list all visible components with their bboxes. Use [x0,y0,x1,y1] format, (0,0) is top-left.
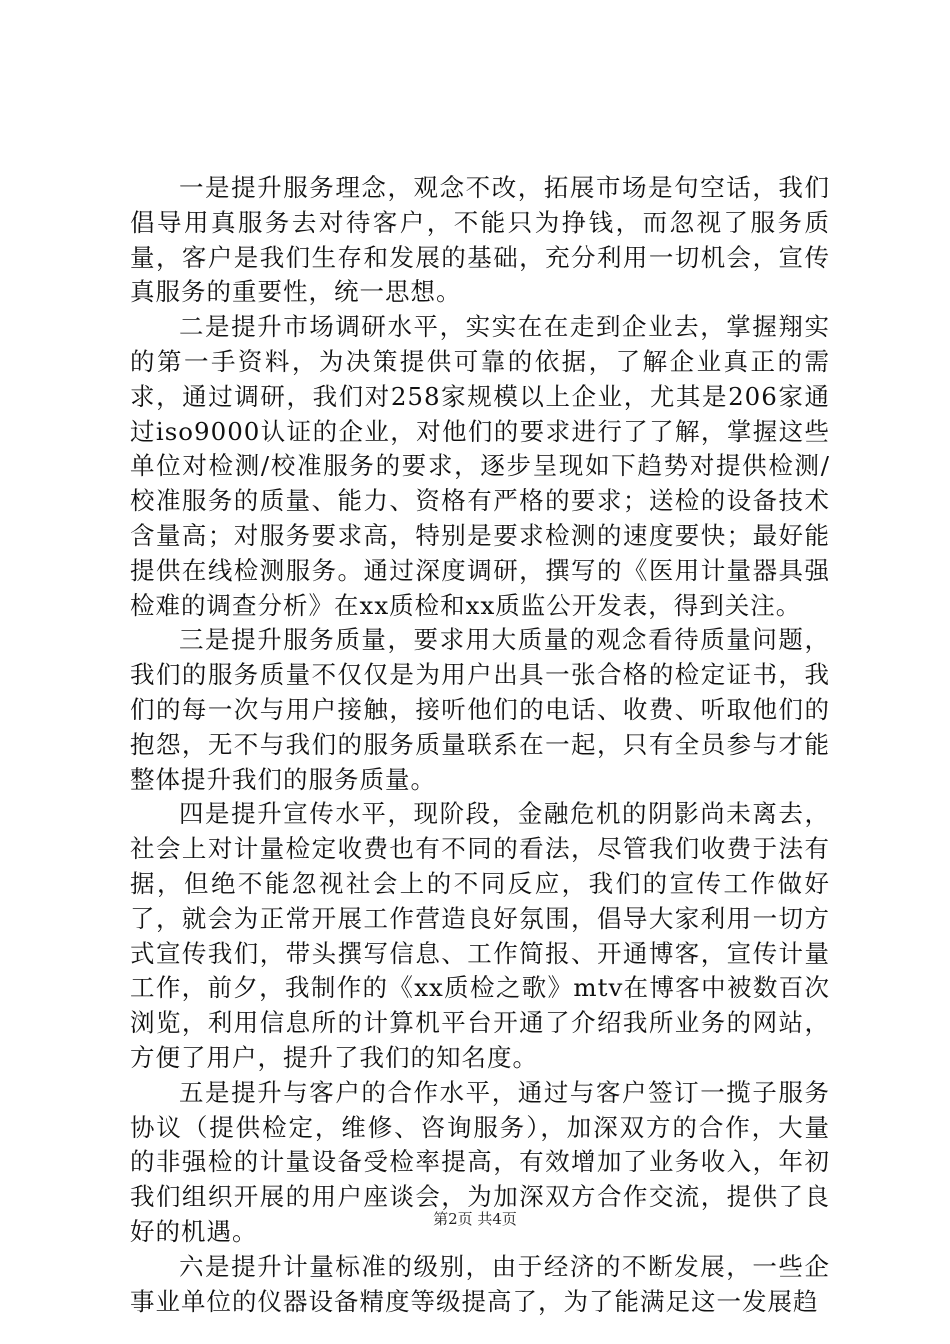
paragraph-5: 五是提升与客户的合作水平，通过与客户签订一揽子服务协议（提供检定，维修、咨询服务），加深双方的合作，大量的非强检的计量设备受检率提高，有效增加了业务收入，年初我们组织开展的用户座谈会，为加深双方合作交流，提供了良好的机遇。 [130,1077,830,1246]
paragraph-1: 一是提升服务理念，观念不改，拓展市场是句空话，我们倡导用真服务去对待客户，不能只为挣钱，而忽视了服务质量，客户是我们生存和发展的基础，充分利用一切机会，宣传真服务的重要性，统一思想。 [130,173,830,307]
paragraph-2: 二是提升市场调研水平，实实在在走到企业去，掌握翔实的第一手资料，为决策提供可靠的依据，了解企业真正的需求，通过调研，我们对258家规模以上企业，尤其是206家通过iso9000认证的企业，对他们的要求进行了了解，掌握这些单位对检测/校准服务的要求，逐步呈现如下趋势对提供检测/校准服务的质量、能力、资格有严格的要求；送检的设备技术含量高；对服务要求高，特别是要求检测的速度要快；最好能提供在线检测服务。通过深度调研，撰写的《医用计量器具强检难的调查分析》在xx质检和xx质监公开发表，得到关注。 [130,312,830,620]
paragraph-4: 四是提升宣传水平，现阶段，金融危机的阴影尚未离去，社会上对计量检定收费也有不同的看法，尽管我们收费于法有据，但绝不能忽视社会上的不同反应，我们的宣传工作做好了，就会为正常开展工作营造良好氛围，倡导大家利用一切方式宣传我们，带头撰写信息、工作简报、开通博客，宣传计量工作，前夕，我制作的《xx质检之歌》mtv在博客中被数百次浏览，利用信息所的计算机平台开通了介绍我所业务的网站，方便了用户，提升了我们的知名度。 [130,799,830,1072]
page-number-footer: 第2页 共4页 [433,1210,517,1228]
document-body [130,171,830,1319]
paragraph-3: 三是提升服务质量，要求用大质量的观念看待质量问题，我们的服务质量不仅仅是为用户出具一张合格的检定证书，我们的每一次与用户接触，接听他们的电话、收费、听取他们的抱怨，无不与我们的服务质量联系在一起，只有全员参与才能整体提升我们的服务质量。 [130,625,830,794]
paragraph-6: 六是提升计量标准的级别，由于经济的不断发展，一些企事业单位的仪器设备精度等级提高了，为了能满足这一发展趋 [130,1251,830,1316]
